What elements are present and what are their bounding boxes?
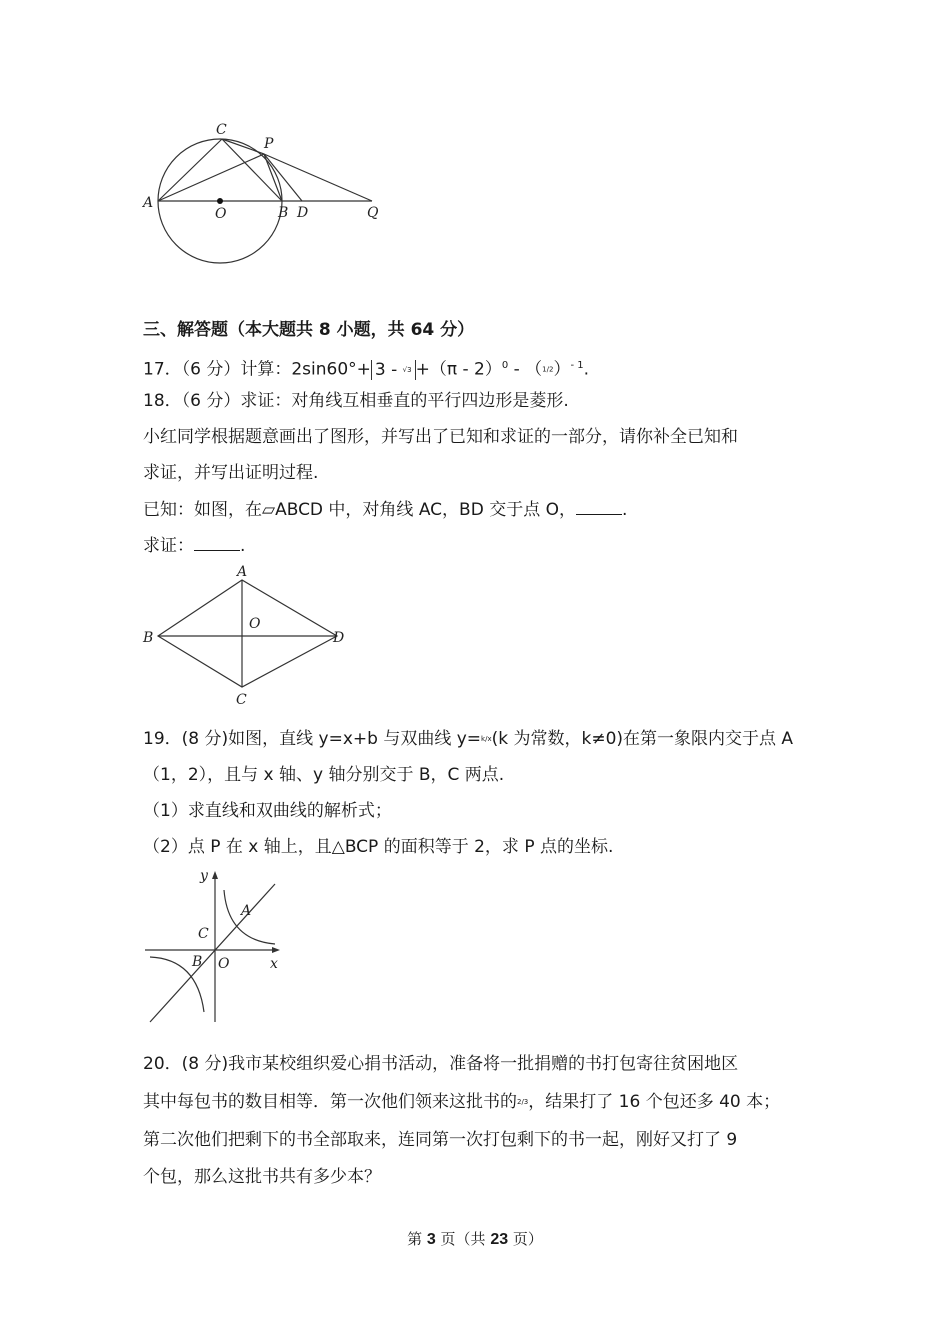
q20-frac: 2/3 (517, 1098, 529, 1106)
label-c: C (236, 692, 247, 708)
page-footer (0, 1228, 950, 1249)
line-y-x-b (150, 884, 275, 1022)
q17-abs (371, 360, 416, 380)
circle-tangent-figure (140, 118, 390, 268)
label-b: B (192, 954, 203, 970)
label-c: C (216, 122, 227, 138)
footer-middle: 页（共 (435, 1230, 491, 1248)
q20-line-2 (143, 1090, 780, 1114)
q19-prefix: 19．(8 分)如图，直线 y=x+b 与双曲线 y= (143, 729, 482, 749)
q19-line-1 (143, 727, 793, 751)
label-a: A (143, 195, 154, 211)
line-ap (158, 154, 264, 201)
q18-line-1: 18．（6 分）求证：对角线互相垂直的平行四边形是菱形. (143, 391, 569, 411)
label-y: y (200, 868, 208, 884)
q18-given-prefix: 已知：如图，在▱ABCD 中，对角线 AC，BD 交于点 O， (143, 500, 576, 520)
rhombus-abcd (158, 580, 337, 687)
q20-line-1: 20．(8 分)我市某校组织爱心捐书活动，准备将一批捐赠的书打包寄往贫困地区 (143, 1054, 739, 1074)
footer-suffix: 页） (508, 1230, 543, 1248)
label-x: x (270, 956, 278, 972)
q19-line-2: （1，2），且与 x 轴、y 轴分别交于 B，C 两点. (143, 765, 505, 785)
q18-given-suffix: . (621, 500, 628, 520)
hyperbola-graph-figure (140, 862, 295, 1027)
q19-suffix: (k 为常数，k≠0)在第一象限内交于点 A (491, 729, 794, 749)
label-a: A (237, 564, 248, 580)
label-o: O (249, 616, 261, 632)
line-cp (222, 139, 264, 154)
q18-line-5 (143, 533, 245, 558)
q19-line-4: （2）点 P 在 x 轴上，且△BCP 的面积等于 2，求 P 点的坐标. (143, 837, 614, 857)
label-b: B (278, 205, 289, 221)
x-axis-arrow (272, 947, 280, 953)
line-ac (158, 139, 222, 201)
label-p: P (264, 136, 274, 152)
q17-frac: 1/2 (542, 365, 554, 374)
line-pd (264, 154, 302, 201)
footer-total-pages: 23 (490, 1231, 509, 1248)
y-axis-arrow (212, 871, 218, 879)
footer-prefix: 第 (407, 1230, 427, 1248)
section-heading: 三、解答题（本大题共 8 小题，共 64 分） (143, 320, 475, 340)
q17-middle: +（π - 2） (415, 359, 502, 380)
question-17 (143, 354, 589, 382)
q17-minus: - （ (508, 359, 543, 380)
rhombus-figure (140, 562, 355, 710)
q17-neg-exp: - 1 (570, 360, 584, 371)
label-o: O (218, 956, 230, 972)
label-b: B (143, 630, 154, 646)
label-a: A (241, 903, 252, 919)
label-d: D (297, 205, 309, 221)
q20-prefix: 其中每包书的数目相等．第一次他们领来这批书的 (143, 1092, 517, 1112)
q18-prove-prefix: 求证： (143, 536, 194, 556)
q18-prove-suffix: . (240, 536, 246, 556)
q17-abs-inner: 3 - (374, 359, 403, 380)
label-c: C (198, 926, 209, 942)
label-q: Q (367, 205, 379, 221)
q19-line-3: （1）求直线和双曲线的解析式； (143, 801, 392, 821)
given-blank[interactable] (576, 497, 622, 515)
q20-line-4: 个包，那么这批书共有多少本？ (143, 1167, 381, 1187)
label-d: D (333, 630, 345, 646)
q20-line-3: 第二次他们把剩下的书全部取来，连同第一次打包剩下的书一起，刚好又打了 9 (143, 1130, 738, 1150)
q18-line-4 (143, 497, 627, 522)
q17-end: . (583, 359, 589, 380)
q18-line-2: 小红同学根据题意画出了图形，并写出了已知和求证的一部分，请你补全已知和 (143, 427, 738, 447)
q17-zero-exp: 0 (501, 360, 509, 371)
prove-blank[interactable] (194, 533, 240, 551)
q18-line-3: 求证，并写出证明过程. (143, 463, 319, 483)
footer-page-number: 3 (426, 1231, 436, 1248)
q19-frac: k/x (481, 735, 492, 743)
center-dot (217, 198, 223, 204)
line-pq (264, 154, 372, 201)
q17-prefix: 17．（6 分）计算：2sin60°+ (143, 359, 371, 380)
q17-sqrt: √3 (402, 365, 412, 374)
q17-close: ） (553, 359, 571, 380)
label-o: O (215, 206, 227, 222)
q20-suffix: ，结果打了 16 个包还多 40 本； (528, 1092, 781, 1112)
